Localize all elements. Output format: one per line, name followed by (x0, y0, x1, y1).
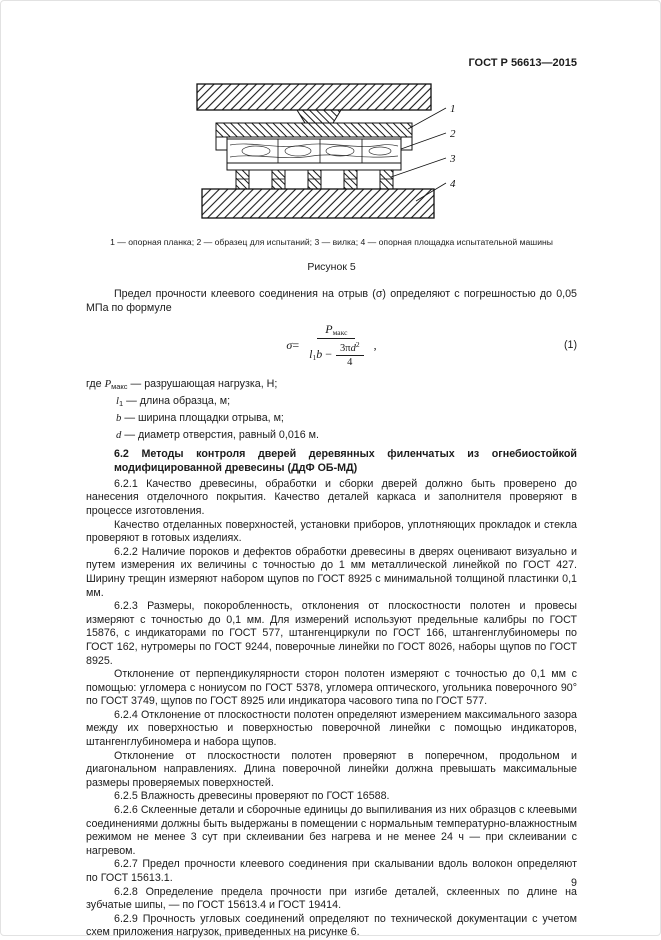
section-heading-6-2: 6.2 Методы контроля дверей деревянных филенчатых из огнебиостойкой модифицированной древесины (ДдФ ОБ-МД) (114, 448, 577, 474)
page-number: 9 (571, 877, 577, 889)
formula-equals: = (292, 337, 300, 352)
paragraph-6-2-9: 6.2.9 Прочность угловых соединений определяют по технической документации с учетом схем приложения нагрузок, приведенных на рисунке 6. (86, 912, 577, 939)
formula-inner-fraction: $\frac{3\pi d^2}{4}$ (336, 340, 364, 368)
paragraph-6-2-1: 6.2.1 Качество древесины, обработки и сборки дверей должно быть проверено до нанесения отделочного покрытия. Качество деталей каркаса и заполнителя проверяют в процессе изготовления. (86, 477, 577, 517)
doc-code-header: ГОСТ Р 56613—2015 (468, 57, 577, 69)
formula-number: (1) (563, 339, 577, 352)
figure5-drawing (194, 83, 470, 223)
paragraph-6-2-8: 6.2.8 Определение предела прочности при изгибе деталей, склеенных по длине на зубчатые шипы, — по ГОСТ 15613.4 и ГОСТ 19414. (86, 885, 577, 912)
test-specimen-part2 (227, 139, 401, 163)
formula-intro-paragraph: Предел прочности клеевого соединения на отрыв (σ) определяют с погрешностью до 0,05 МПа по формуле (86, 288, 577, 314)
callout-1: 1 (449, 103, 455, 115)
formula-denominator: $l_1b$ − $\frac{3\pi d^2}{4}$ (303, 339, 369, 368)
formula-fraction (303, 322, 369, 368)
formula-definitions (86, 377, 577, 445)
paragraph-6-2-7: 6.2.7 Предел прочности клеевого соединения при скалывании вдоль волокон определяют по ГОСТ 15613.1. (86, 858, 577, 884)
paragraph-6-2-1-cont: Качество отделанных поверхностей, установки приборов, уплотняющих прокладок и стекла проверяют в готовых изделиях. (86, 518, 577, 545)
paragraph-6-2-4: 6.2.4 Отклонение от плоскостности полотен определяют измерением максимального зазора между их поверхностью и поверхностью поверочной линейки с помощью индикаторов, штангенглубиномера и набора щупов. (86, 708, 577, 749)
paragraph-6-2-4-cont: Отклонение от плоскостности полотен проверяют в поперечном, продольном и диагональном направлениях. Длина поверочной линейки должна превышать максимальные размеры проверяемых поверхностей. (86, 749, 577, 789)
fork-part3 (227, 163, 401, 189)
callout-4: 4 (449, 178, 455, 190)
formula-tail: , (373, 337, 377, 352)
paragraph-6-2-5: 6.2.5 Влажность древесины проверяют по ГОСТ 16588. (114, 790, 390, 803)
where-line-pmax: где $P_{макс}$ — разрушающая нагрузка, Н; (86, 378, 278, 392)
machine-support-platform-part4 (202, 189, 434, 218)
figure5-caption: 1 — опорная планка; 2 — образец для испытаний; 3 — вилка; 4 — опорная площадка испытательной машины (110, 237, 553, 247)
paragraph-6-2-2: 6.2.2 Наличие пороков и дефектов обработки древесины в дверях оценивают визуально и путем измерения их величины с точностью до 1 мм металлической линейкой по ГОСТ 427. Ширину трещин измеряют набором щупов по ГОСТ 8925 с минимальной толщиной пластинки 0,1 мм. (86, 545, 577, 599)
paragraph-6-2-3-cont: Отклонение от перпендикулярности сторон полотен измеряют с точностью до 0,1 мм с помощью: угломера с нониусом по ГОСТ 5378, угломера оптического, угольника поверочного 90° по ГОСТ 3749, щупов по ГОСТ 8925 или индикатора часового типа по ГОСТ 577. (86, 668, 577, 708)
callout-2: 2 (449, 128, 455, 140)
callout-3: 3 (449, 153, 455, 165)
paragraph-6-2-3: 6.2.3 Размеры, покоробленность, отклонения от плоскостности полотен и провесы измеряют с точностью до 0,1 мм. Для измерений используют предельные калибры по ГОСТ 15876, с индикаторами по ГОСТ 577, штангенциркули по ГОСТ 166, штангенглубиномеры по ГОСТ 162, нутромеры по ГОСТ 9244, поверочные линейки по ГОСТ 8026, наборы щупов по ГОСТ 8925. (86, 600, 577, 667)
formula-lhs: σ (286, 337, 293, 352)
where-line-b: b — ширина площадки отрыва, м; (116, 412, 284, 425)
figure5-label: Рисунок 5 (307, 261, 356, 273)
formula-1 (86, 322, 577, 368)
where-line-d: d — диаметр отверстия, равный 0,016 м. (116, 429, 319, 442)
paragraph-6-2-6: 6.2.6 Склеенные детали и сборочные единицы до выпиливания из них образцов с клеевыми соединениями должны быть выдержаны в помещении с нормальным температурно-влажностным режимом не менее 3 сут при склеивании без нагрева и не менее 24 ч — при склеивании с нагревом. (86, 804, 577, 857)
formula-numerator: $P_{макс}$ (317, 322, 355, 339)
where-line-l1: $l_1$ — длина образца, м; (116, 395, 231, 409)
figure5-block (86, 83, 577, 273)
machine-upper-platen (197, 84, 431, 123)
